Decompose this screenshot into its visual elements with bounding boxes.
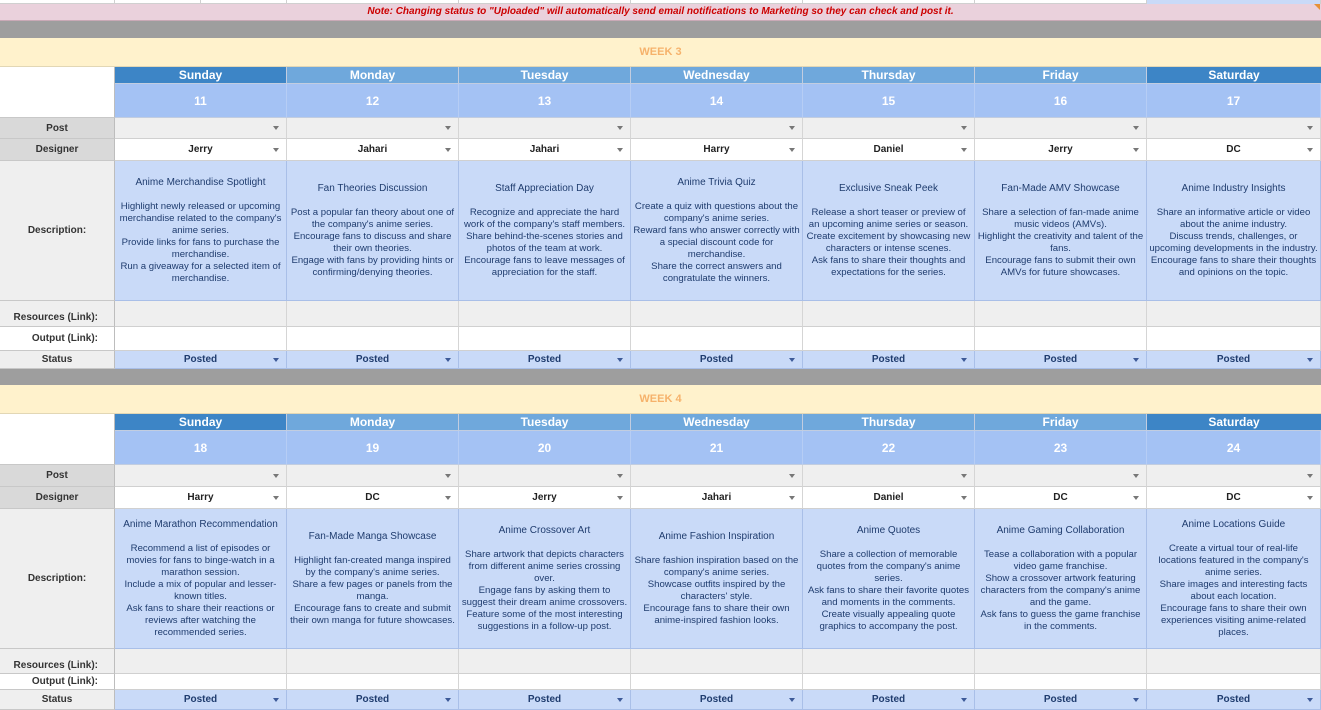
res-row: [0, 301, 1321, 327]
description-cell[interactable]: [459, 161, 631, 301]
row-label-resources: Resources (Link):: [0, 301, 115, 327]
post-description: Share a collection of memorable quotes from the company's anime series. Ask fans to share their favorite quotes and moments in the comments. Create visually appealing quote graphics to accompany the post.: [807, 548, 970, 632]
post-dropdown-cell[interactable]: [975, 465, 1147, 487]
dropdown-arrow-icon[interactable]: [789, 698, 795, 702]
status-value: Posted: [355, 694, 390, 705]
dropdown-arrow-icon[interactable]: [445, 496, 451, 500]
status-dropdown-cell[interactable]: [287, 351, 459, 369]
row-label-resources: Resources (Link):: [0, 649, 115, 674]
post-dropdown-cell[interactable]: [803, 118, 975, 139]
description-content: [977, 525, 1144, 633]
dropdown-arrow-icon[interactable]: [617, 474, 623, 478]
output-link-cell[interactable]: [115, 327, 287, 351]
day-date-cell[interactable]: 13: [459, 84, 631, 118]
dropdown-arrow-icon[interactable]: [273, 474, 279, 478]
day-date-cell[interactable]: 16: [975, 84, 1147, 118]
day-name-header: Wednesday: [631, 414, 803, 431]
dropdown-arrow-icon[interactable]: [273, 126, 279, 130]
post-title: Anime Industry Insights: [1181, 182, 1286, 194]
resources-link-cell[interactable]: [1147, 649, 1321, 674]
description-cell[interactable]: [459, 509, 631, 649]
status-dropdown-cell[interactable]: [1147, 690, 1321, 710]
description-cell[interactable]: [115, 509, 287, 649]
designer-name: Jerry: [188, 144, 213, 155]
status-value: Posted: [1216, 694, 1251, 705]
post-description: Share a selection of fan-made anime music videos (AMVs). Highlight the creativity and talent of the fans. Encourage fans to submit their own AMVs for future showcases.: [977, 206, 1144, 278]
description-content: [289, 531, 456, 627]
status-value: Posted: [699, 354, 734, 365]
dropdown-arrow-icon[interactable]: [961, 698, 967, 702]
status-dropdown-cell[interactable]: [975, 690, 1147, 710]
res-row: [0, 649, 1321, 674]
description-content: [1149, 519, 1318, 639]
description-cell[interactable]: [287, 161, 459, 301]
designer-name: Daniel: [873, 144, 904, 155]
dropdown-arrow-icon[interactable]: [789, 126, 795, 130]
status-dropdown-cell[interactable]: [115, 351, 287, 369]
post-title: Anime Marathon Recommendation: [123, 518, 278, 530]
post-dropdown-cell[interactable]: [459, 465, 631, 487]
dropdown-arrow-icon[interactable]: [789, 358, 795, 362]
description-content: [461, 183, 628, 279]
day-name-header: Thursday: [803, 414, 975, 431]
dropdown-arrow-icon[interactable]: [1133, 126, 1139, 130]
post-dropdown-cell[interactable]: [803, 465, 975, 487]
dropdown-arrow-icon[interactable]: [617, 698, 623, 702]
description-cell[interactable]: [115, 161, 287, 301]
post-title: Anime Quotes: [856, 524, 921, 536]
dropdown-arrow-icon[interactable]: [961, 358, 967, 362]
status-dropdown-cell[interactable]: [115, 690, 287, 710]
status-dropdown-cell[interactable]: [459, 351, 631, 369]
description-cell[interactable]: [1147, 509, 1321, 649]
desc-row: [0, 161, 1321, 301]
separator-row: [0, 369, 1321, 385]
description-content: [117, 519, 284, 639]
row-label-description: Description:: [0, 509, 115, 649]
day-name-header: Saturday: [1147, 67, 1321, 84]
day-date-cell[interactable]: 22: [803, 431, 975, 465]
header-blank-cell: [0, 67, 115, 84]
designer-name: Daniel: [873, 492, 904, 503]
resources-link-cell[interactable]: [975, 649, 1147, 674]
status-row: [0, 690, 1321, 710]
description-cell[interactable]: [287, 509, 459, 649]
day-name-header: Thursday: [803, 67, 975, 84]
designer-dropdown-cell[interactable]: [459, 487, 631, 509]
output-link-cell[interactable]: [115, 674, 287, 690]
row-label-designer: Designer: [0, 139, 115, 161]
designer-name: Harry: [703, 144, 730, 155]
resources-link-cell[interactable]: [115, 649, 287, 674]
status-row: [0, 351, 1321, 369]
designer-name: Jerry: [1048, 144, 1073, 155]
post-title: Fan-Made Manga Showcase: [308, 530, 437, 542]
dropdown-arrow-icon[interactable]: [1133, 358, 1139, 362]
post-description: Create a quiz with questions about the company's anime series. Reward fans who answer correctly with a special discount code for merchandise. Share the correct answers and congratulate the winners.: [633, 200, 800, 284]
status-dropdown-cell[interactable]: [287, 690, 459, 710]
dropdown-arrow-icon[interactable]: [1307, 474, 1313, 478]
designer-name: Jahari: [357, 144, 388, 155]
designer-dropdown-cell[interactable]: [1147, 487, 1321, 509]
post-dropdown-cell[interactable]: [1147, 118, 1321, 139]
description-cell[interactable]: [631, 161, 803, 301]
separator-row: [0, 21, 1321, 38]
description-cell[interactable]: [803, 509, 975, 649]
status-dropdown-cell[interactable]: [459, 690, 631, 710]
resources-link-cell[interactable]: [287, 301, 459, 327]
status-value: Posted: [355, 354, 390, 365]
day-name-header: Tuesday: [459, 414, 631, 431]
day-name-header: Sunday: [115, 414, 287, 431]
post-title: Exclusive Sneak Peek: [839, 182, 938, 194]
dropdown-arrow-icon[interactable]: [961, 148, 967, 152]
status-value: Posted: [871, 694, 906, 705]
post-description: Release a short teaser or preview of an upcoming anime series or season. Create excitement by showcasing new characters or intense scenes. Ask fans to share their thoughts and expectations for the series.: [806, 206, 971, 278]
designer-name: DC: [365, 492, 380, 503]
day-date-cell[interactable]: 15: [803, 84, 975, 118]
description-content: [805, 183, 972, 279]
row-label-status: Status: [0, 690, 115, 710]
row-label-status: Status: [0, 351, 115, 369]
dropdown-arrow-icon[interactable]: [1133, 698, 1139, 702]
description-content: [977, 183, 1144, 279]
description-cell[interactable]: [975, 509, 1147, 649]
week-title: WEEK 4: [0, 385, 1321, 414]
post-dropdown-cell[interactable]: [287, 465, 459, 487]
row-label-post: Post: [0, 118, 115, 139]
day-date-cell[interactable]: 19: [287, 431, 459, 465]
daynum-row: [0, 431, 1321, 465]
designer-name: Jerry: [532, 492, 557, 503]
designer-name: Jahari: [701, 492, 732, 503]
day-date-cell[interactable]: 18: [115, 431, 287, 465]
day-name-header: Saturday: [1147, 414, 1321, 431]
post-title: Anime Fashion Inspiration: [658, 530, 775, 542]
post-description: Highlight fan-created manga inspired by the company's anime series. Share a few pages or panels from the manga. Encourage fans to create and submit their own manga for future showcases.: [290, 554, 455, 626]
post-description: Share artwork that depicts characters from different anime series crossing over. Engage fans by asking them to suggest their dream anime crossovers. Feature some of the most interesting suggestions in a follow-up post.: [461, 548, 628, 632]
resources-link-cell[interactable]: [631, 649, 803, 674]
description-content: [633, 177, 800, 285]
designer-dropdown-cell[interactable]: [975, 139, 1147, 161]
post-title: Fan-Made AMV Showcase: [1001, 182, 1120, 194]
designer-dropdown-cell[interactable]: [115, 487, 287, 509]
post-title: Fan Theories Discussion: [317, 182, 428, 194]
comment-marker-icon[interactable]: [1314, 4, 1320, 10]
post-row: [0, 118, 1321, 139]
row-label-description: Description:: [0, 161, 115, 301]
status-dropdown-cell[interactable]: [803, 351, 975, 369]
day-name-header: Monday: [287, 67, 459, 84]
post-description: Share an informative article or video about the anime industry. Discuss trends, challenges, or upcoming developments in the industry. Encourage fans to share their thoughts and opinions on the topic.: [1149, 206, 1318, 278]
dropdown-arrow-icon[interactable]: [273, 358, 279, 362]
status-dropdown-cell[interactable]: [631, 351, 803, 369]
output-link-cell[interactable]: [1147, 327, 1321, 351]
output-link-cell[interactable]: [459, 327, 631, 351]
dropdown-arrow-icon[interactable]: [445, 698, 451, 702]
post-dropdown-cell[interactable]: [1147, 465, 1321, 487]
day-date-cell[interactable]: 17: [1147, 84, 1321, 118]
day-date-cell[interactable]: 23: [975, 431, 1147, 465]
output-link-cell[interactable]: [1147, 674, 1321, 690]
description-cell[interactable]: [803, 161, 975, 301]
row-label-output: Output (Link):: [0, 327, 115, 351]
day-name-header: Friday: [975, 67, 1147, 84]
post-dropdown-cell[interactable]: [115, 465, 287, 487]
description-content: [461, 525, 628, 633]
post-dropdown-cell[interactable]: [631, 465, 803, 487]
post-description: Recommend a list of episodes or movies for fans to binge-watch in a marathon session. Include a mix of popular and lesser-known titles. Ask fans to share their reactions or reviews after watching the recommended series.: [124, 542, 277, 638]
output-link-cell[interactable]: [287, 327, 459, 351]
designer-row: [0, 487, 1321, 509]
day-name-header: Sunday: [115, 67, 287, 84]
dropdown-arrow-icon[interactable]: [1307, 358, 1313, 362]
dropdown-arrow-icon[interactable]: [1307, 496, 1313, 500]
output-link-cell[interactable]: [975, 327, 1147, 351]
day-date-cell[interactable]: 24: [1147, 431, 1321, 465]
post-title: Anime Locations Guide: [1181, 518, 1286, 530]
day-date-cell[interactable]: 12: [287, 84, 459, 118]
post-dropdown-cell[interactable]: [115, 118, 287, 139]
resources-link-cell[interactable]: [631, 301, 803, 327]
post-dropdown-cell[interactable]: [459, 118, 631, 139]
description-content: [1149, 183, 1318, 279]
dropdown-arrow-icon[interactable]: [445, 474, 451, 478]
designer-name: DC: [1226, 144, 1241, 155]
dropdown-arrow-icon[interactable]: [1307, 698, 1313, 702]
dropdown-arrow-icon[interactable]: [961, 474, 967, 478]
post-title: Anime Trivia Quiz: [677, 176, 756, 188]
header-blank-cell: [0, 84, 115, 118]
row-label-post: Post: [0, 465, 115, 487]
dropdown-arrow-icon[interactable]: [789, 496, 795, 500]
status-value: Posted: [527, 354, 562, 365]
status-dropdown-cell[interactable]: [631, 690, 803, 710]
status-value: Posted: [699, 694, 734, 705]
week-block: [0, 38, 1321, 369]
output-link-cell[interactable]: [975, 674, 1147, 690]
resources-link-cell[interactable]: [975, 301, 1147, 327]
dropdown-arrow-icon[interactable]: [617, 148, 623, 152]
post-description: Highlight newly released or upcoming merchandise related to the company's anime series. Provide links for fans to purchase the merchandise. Run a giveaway for a selected item of merchandise.: [119, 200, 282, 284]
designer-dropdown-cell[interactable]: [803, 139, 975, 161]
resources-link-cell[interactable]: [287, 649, 459, 674]
output-link-cell[interactable]: [803, 327, 975, 351]
resources-link-cell[interactable]: [459, 649, 631, 674]
week-block: [0, 385, 1321, 710]
dropdown-arrow-icon[interactable]: [617, 358, 623, 362]
output-link-cell[interactable]: [803, 674, 975, 690]
day-name-header: Friday: [975, 414, 1147, 431]
designer-name: DC: [1053, 492, 1068, 503]
post-description: Share fashion inspiration based on the company's anime series. Showcase outfits inspired by the characters' style. Encourage fans to share their own anime-inspired fashion looks.: [634, 554, 799, 626]
designer-name: Harry: [187, 492, 214, 503]
status-value: Posted: [1043, 694, 1078, 705]
dropdown-arrow-icon[interactable]: [1133, 496, 1139, 500]
post-description: Tease a collaboration with a popular video game franchise. Show a crossover artwork featuring characters from the company's anime and the game. Ask fans to guess the game franchise in the comments.: [980, 548, 1141, 632]
dropdown-arrow-icon[interactable]: [445, 358, 451, 362]
description-content: [805, 525, 972, 633]
dropdown-arrow-icon[interactable]: [617, 126, 623, 130]
designer-dropdown-cell[interactable]: [631, 487, 803, 509]
dropdown-arrow-icon[interactable]: [617, 496, 623, 500]
output-link-cell[interactable]: [287, 674, 459, 690]
daynum-row: [0, 84, 1321, 118]
dropdown-arrow-icon[interactable]: [789, 148, 795, 152]
status-note-banner: Note: Changing status to "Uploaded" will automatically send email notifications to Marketing so they can check and post it.: [0, 4, 1321, 21]
status-value: Posted: [183, 354, 218, 365]
dropdown-arrow-icon[interactable]: [273, 496, 279, 500]
resources-link-cell[interactable]: [1147, 301, 1321, 327]
resources-link-cell[interactable]: [459, 301, 631, 327]
post-description: Recognize and appreciate the hard work of the company's staff members. Share behind-the-scenes stories and photos of the team at work. Encourage fans to leave messages of appreciation for the staff.: [463, 206, 626, 278]
desc-row: [0, 509, 1321, 649]
dropdown-arrow-icon[interactable]: [1133, 148, 1139, 152]
dayname-row: [0, 414, 1321, 431]
post-row: [0, 465, 1321, 487]
dropdown-arrow-icon[interactable]: [1133, 474, 1139, 478]
designer-dropdown-cell[interactable]: [459, 139, 631, 161]
day-name-header: Monday: [287, 414, 459, 431]
designer-dropdown-cell[interactable]: [803, 487, 975, 509]
designer-dropdown-cell[interactable]: [287, 139, 459, 161]
status-value: Posted: [527, 694, 562, 705]
dropdown-arrow-icon[interactable]: [273, 698, 279, 702]
resources-link-cell[interactable]: [115, 301, 287, 327]
dropdown-arrow-icon[interactable]: [961, 126, 967, 130]
day-date-cell[interactable]: 21: [631, 431, 803, 465]
status-value: Posted: [183, 694, 218, 705]
resources-link-cell[interactable]: [803, 649, 975, 674]
status-dropdown-cell[interactable]: [803, 690, 975, 710]
description-cell[interactable]: [975, 161, 1147, 301]
dropdown-arrow-icon[interactable]: [273, 148, 279, 152]
dropdown-arrow-icon[interactable]: [445, 148, 451, 152]
row-label-designer: Designer: [0, 487, 115, 509]
dropdown-arrow-icon[interactable]: [961, 496, 967, 500]
description-content: [633, 531, 800, 627]
day-date-cell[interactable]: 11: [115, 84, 287, 118]
day-date-cell[interactable]: 14: [631, 84, 803, 118]
designer-row: [0, 139, 1321, 161]
designer-name: Jahari: [529, 144, 560, 155]
resources-link-cell[interactable]: [803, 301, 975, 327]
dropdown-arrow-icon[interactable]: [445, 126, 451, 130]
week-title: WEEK 3: [0, 38, 1321, 67]
designer-dropdown-cell[interactable]: [115, 139, 287, 161]
designer-dropdown-cell[interactable]: [631, 139, 803, 161]
status-value: Posted: [1043, 354, 1078, 365]
post-description: Create a virtual tour of real-life locations featured in the company's anime series. Share images and interesting facts about each location. Encourage fans to share their own experiences visiting anime-related places.: [1158, 542, 1309, 638]
status-dropdown-cell[interactable]: [1147, 351, 1321, 369]
row-label-output: Output (Link):: [0, 674, 115, 690]
status-value: Posted: [871, 354, 906, 365]
dropdown-arrow-icon[interactable]: [789, 474, 795, 478]
status-value: Posted: [1216, 354, 1251, 365]
post-dropdown-cell[interactable]: [975, 118, 1147, 139]
day-date-cell[interactable]: 20: [459, 431, 631, 465]
dropdown-arrow-icon[interactable]: [1307, 148, 1313, 152]
day-name-header: Wednesday: [631, 67, 803, 84]
description-cell[interactable]: [1147, 161, 1321, 301]
out-row: [0, 327, 1321, 351]
post-dropdown-cell[interactable]: [287, 118, 459, 139]
out-row: [0, 674, 1321, 690]
post-title: Anime Crossover Art: [498, 524, 591, 536]
header-blank-cell: [0, 414, 115, 431]
status-dropdown-cell[interactable]: [975, 351, 1147, 369]
description-cell[interactable]: [631, 509, 803, 649]
dayname-row: [0, 67, 1321, 84]
post-description: Post a popular fan theory about one of the company's anime series. Encourage fans to discuss and share their own theories. Engage with fans by providing hints or confirming/denying theories.: [290, 206, 455, 278]
output-link-cell[interactable]: [631, 327, 803, 351]
day-name-header: Tuesday: [459, 67, 631, 84]
post-dropdown-cell[interactable]: [631, 118, 803, 139]
description-content: [289, 183, 456, 279]
designer-dropdown-cell[interactable]: [975, 487, 1147, 509]
description-content: [117, 177, 284, 285]
post-title: Anime Gaming Collaboration: [996, 524, 1125, 536]
output-link-cell[interactable]: [459, 674, 631, 690]
post-title: Staff Appreciation Day: [495, 182, 594, 194]
designer-name: DC: [1226, 492, 1241, 503]
post-title: Anime Merchandise Spotlight: [135, 176, 266, 188]
output-link-cell[interactable]: [631, 674, 803, 690]
dropdown-arrow-icon[interactable]: [1307, 126, 1313, 130]
header-blank-cell: [0, 431, 115, 465]
designer-dropdown-cell[interactable]: [287, 487, 459, 509]
designer-dropdown-cell[interactable]: [1147, 139, 1321, 161]
